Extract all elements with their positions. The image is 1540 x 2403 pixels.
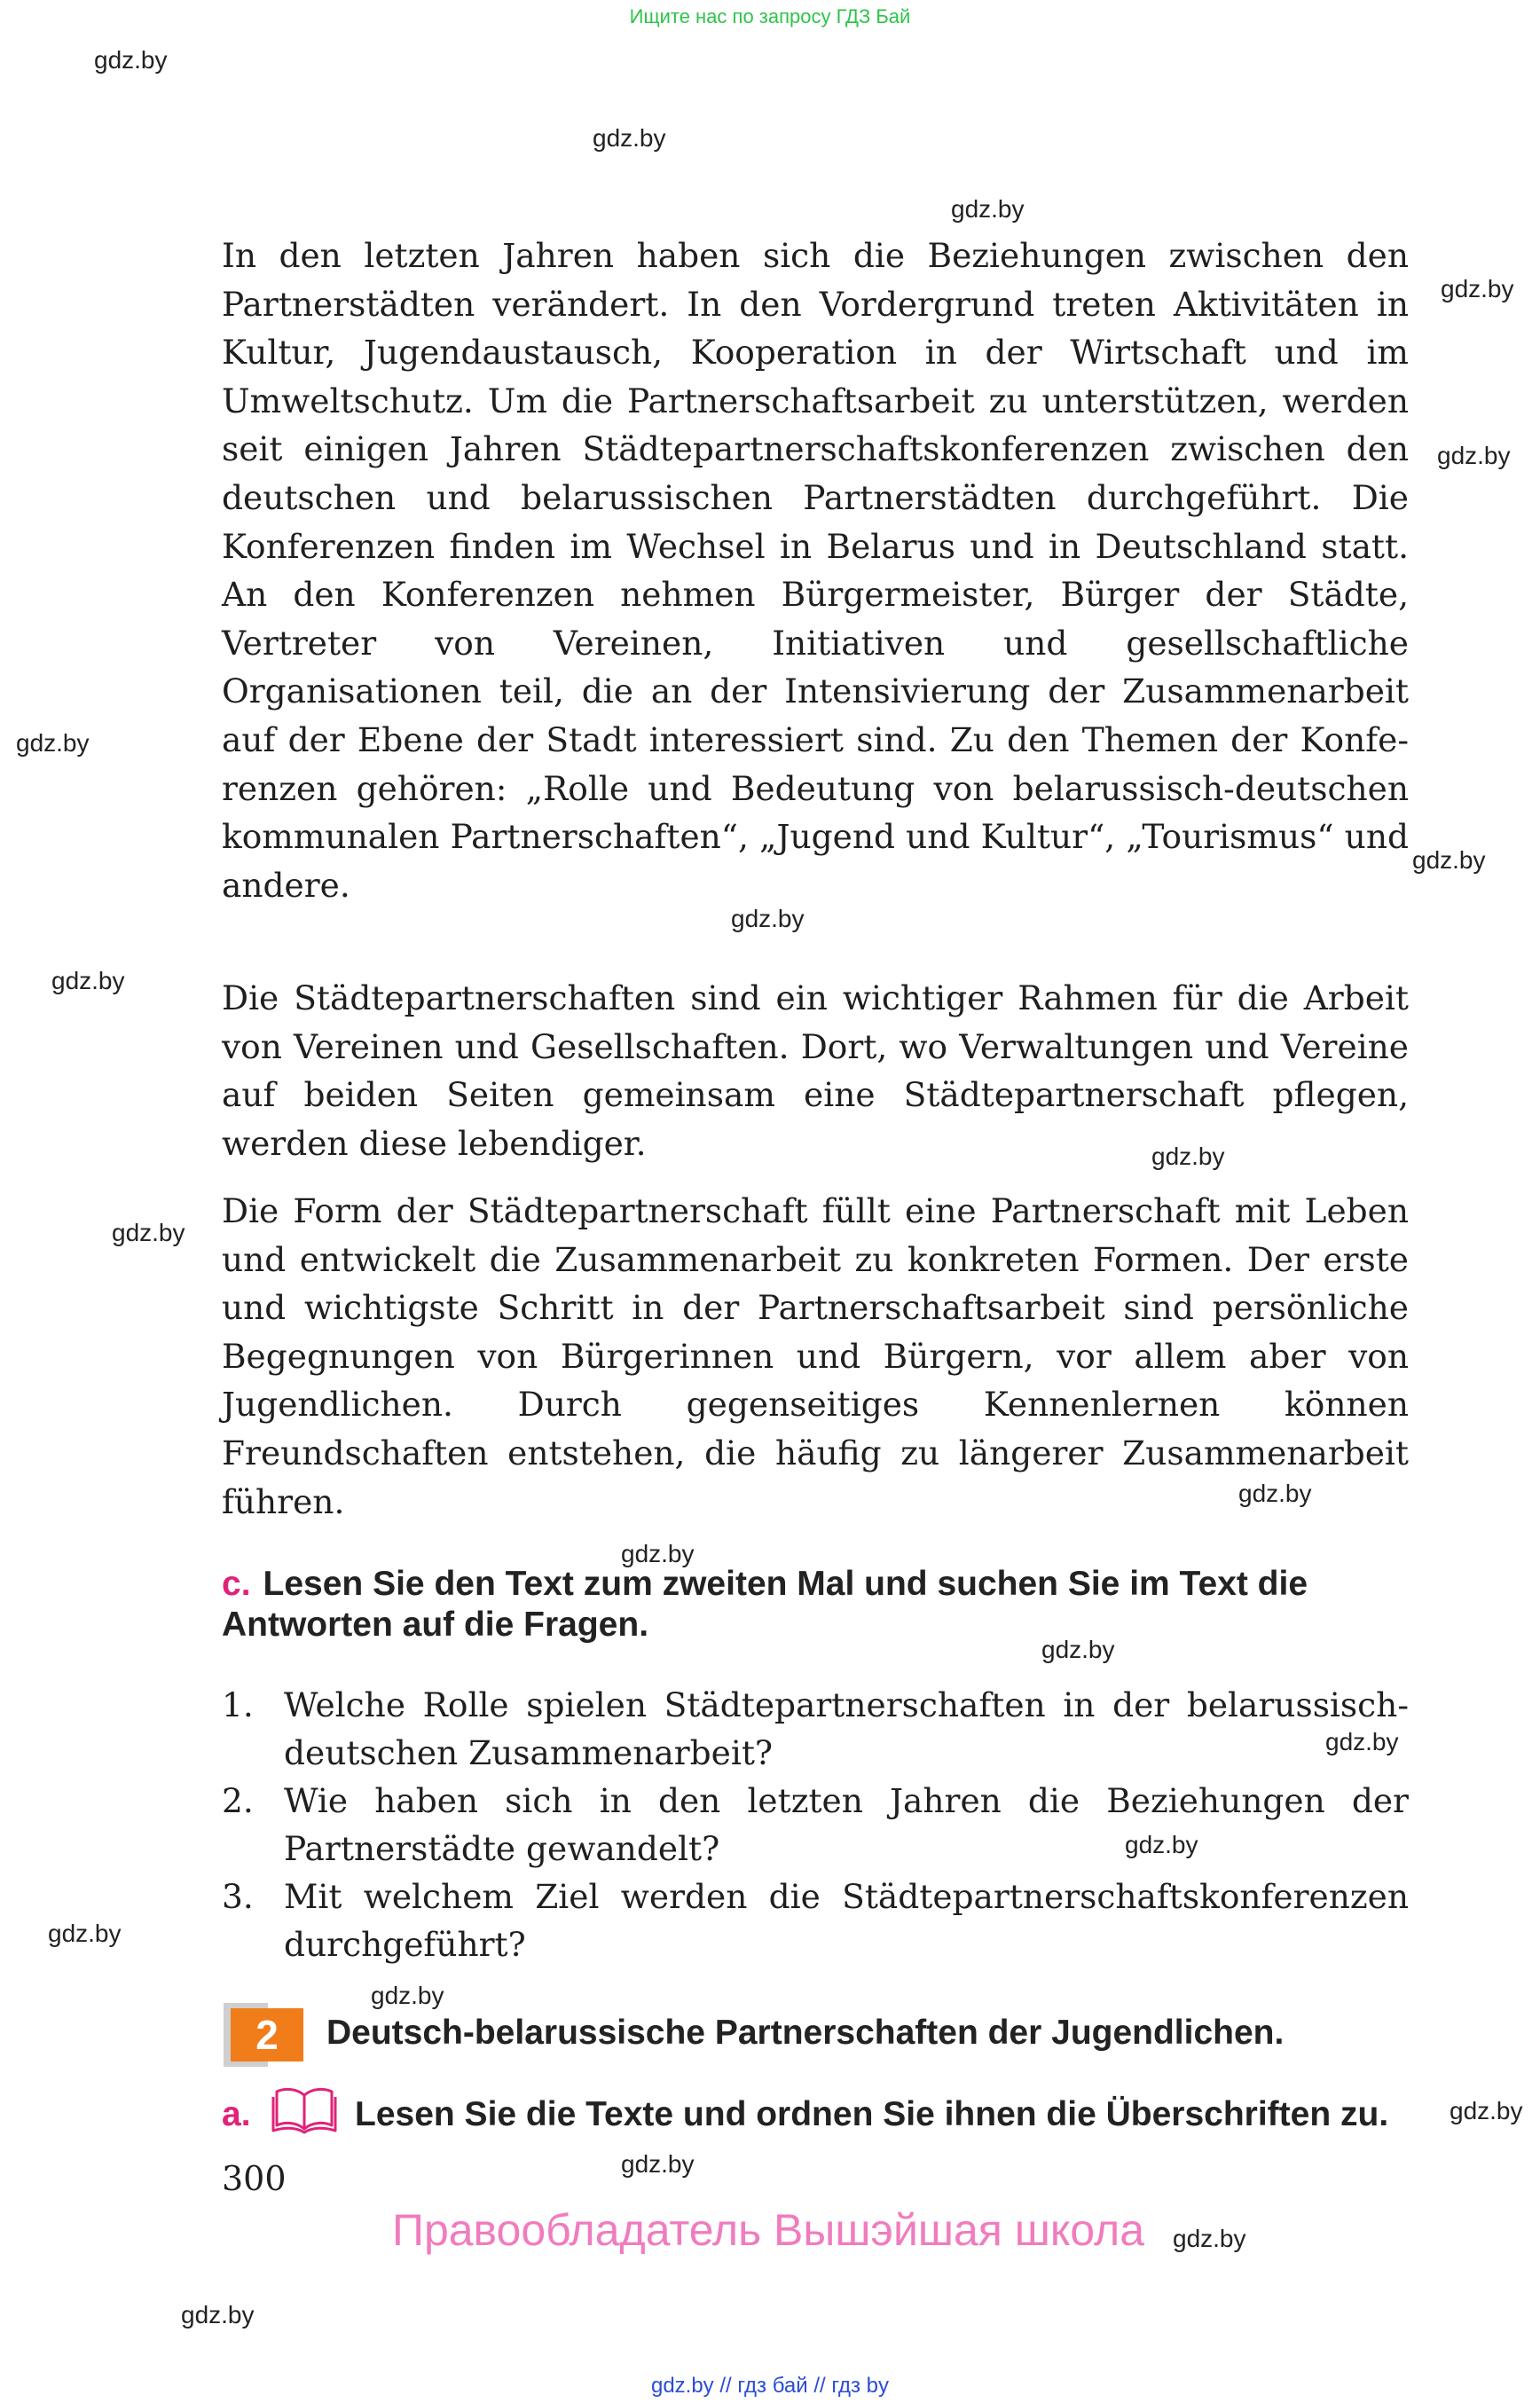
watermark: gdz.by [1450,2097,1523,2124]
watermark: gdz.by [94,46,168,74]
watermark: gdz.by [16,729,90,757]
question-list [222,1681,1409,1968]
paragraph-3: Die Form der Städtepartnerschaft füllt eine Partnerschaft mit Leben und entwickelt die Zusammenarbeit zu konkreten Formen. Der erste und wichtigste Schritt in der Partnerschaftsarbeit sind persönliche Begegnungen von Bürgerinnen und Bürgern, vor allem aber von Jugendlichen. Durch gegenseitiges Kennenlernen können Freundschaften entstehen, die häufig zu längerer Zusammenarbeit führen. [222,1191,1409,1521]
watermark: gdz.by [1151,1143,1225,1170]
paragraph-2: Die Städtepartnerschaften sind ein wichtiger Rahmen für die Arbeit von Vereinen und Gesellschaften. Dort, wo Verwaltungen und Vereine auf beiden Seiten gemeinsam eine Städtepartnerschaft pflegen, werden diese lebendiger. [222,978,1409,1163]
task-c-letter: c. [222,1565,251,1603]
question-text: Welche Rolle spielen Städtepartnerschaften in der belarussisch-deutschen Zusammenarbeit? [284,1685,1409,1772]
task-c-text: Lesen Sie den Text zum zweiten Mal und suchen Sie im Text die Antworten auf die Fragen. [222,1565,1308,1644]
watermark: gdz.by [1125,1831,1198,1858]
watermark: gdz.by [48,1920,122,1947]
watermark: gdz.by [621,2150,695,2178]
watermark: gdz.by [181,2301,255,2328]
question-text: Mit welchem Ziel werden die Städtepartnerschaftskonferenzen durchgeführt? [284,1877,1409,1964]
watermark: gdz.by [621,1540,695,1567]
watermark: gdz.by [51,967,125,994]
question-text: Wie haben sich in den letzten Jahren die Beziehungen der Partnerstädte gewandelt? [284,1781,1409,1868]
page-number: 300 [222,2159,287,2198]
watermark: gdz.by [731,905,805,932]
watermark: gdz.by [371,1982,444,2009]
question-item [222,1681,1409,1777]
watermark: gdz.by [1173,2225,1246,2252]
watermark: gdz.by [1041,1636,1115,1663]
copyright-notice: Правообладатель Вышэйшая школа [392,2205,1144,2255]
question-number: 2. [222,1781,254,1820]
exercise-header [224,2003,1465,2074]
question-item [222,1777,1409,1873]
task-a-text: Lesen Sie die Texte und ordnen Sie ihnen die Überschriften zu. [355,2095,1389,2133]
watermark: gdz.by [1441,275,1514,302]
watermark: gdz.by [1238,1480,1312,1507]
watermark: gdz.by [1437,442,1511,469]
exercise-number: 2 [231,2008,303,2061]
watermark: gdz.by [112,1219,185,1246]
task-a-letter: a. [222,2095,251,2133]
footer-links[interactable]: gdz.by // гдз бай // гдз by [650,2374,890,2398]
question-number: 1. [222,1685,254,1724]
watermark: gdz.by [1412,846,1486,874]
task-c [222,1564,1410,1645]
exercise-title: Deutsch-belarussische Partnerschaften der Jugendlichen. [326,2014,1285,2052]
top-banner: Ищите нас по запросу ГДЗ Бай [629,5,911,27]
watermark: gdz.by [593,124,666,152]
paragraph-1: In den letzten Jahren haben sich die Beziehungen zwischen den Partnerstädten verändert. In den Vordergrund treten Aktivitäten in Kultur, Jugendaustausch, Kooperation in der Wirtschaft und im Umweltschutz. Um die Partnerschaftsarbeit zu unterstützen, werden seit einigen Jahren Städtepartnerschaftskonferenzen zwischen den deutschen und belarussischen Partnerstädten durchgeführt. Die Konferenzen finden im Wechsel in Belarus und in Deutschland statt. An den Konferenzen nehmen Bürgermeister, Bürger der Städte, Vertreter von Vereinen, Initiativen und gesellschaftliche Organisationen teil, die an der Intensivierung der Zusammenarbeit auf der Ebene der Stadt interessiert sind. Zu den Themen der Konferenzen gehören: „Rolle und Bedeutung von belarussisch-deutschen kommunalen Partnerschaften“, „Jugend und Kultur“, „Tourismus“ und andere. [222,236,1409,905]
task-a [222,2085,1481,2147]
question-number: 3. [222,1877,254,1916]
open-book-icon [271,2085,337,2134]
question-item [222,1873,1409,1968]
watermark: gdz.by [951,195,1025,223]
watermark: gdz.by [1325,1728,1399,1755]
